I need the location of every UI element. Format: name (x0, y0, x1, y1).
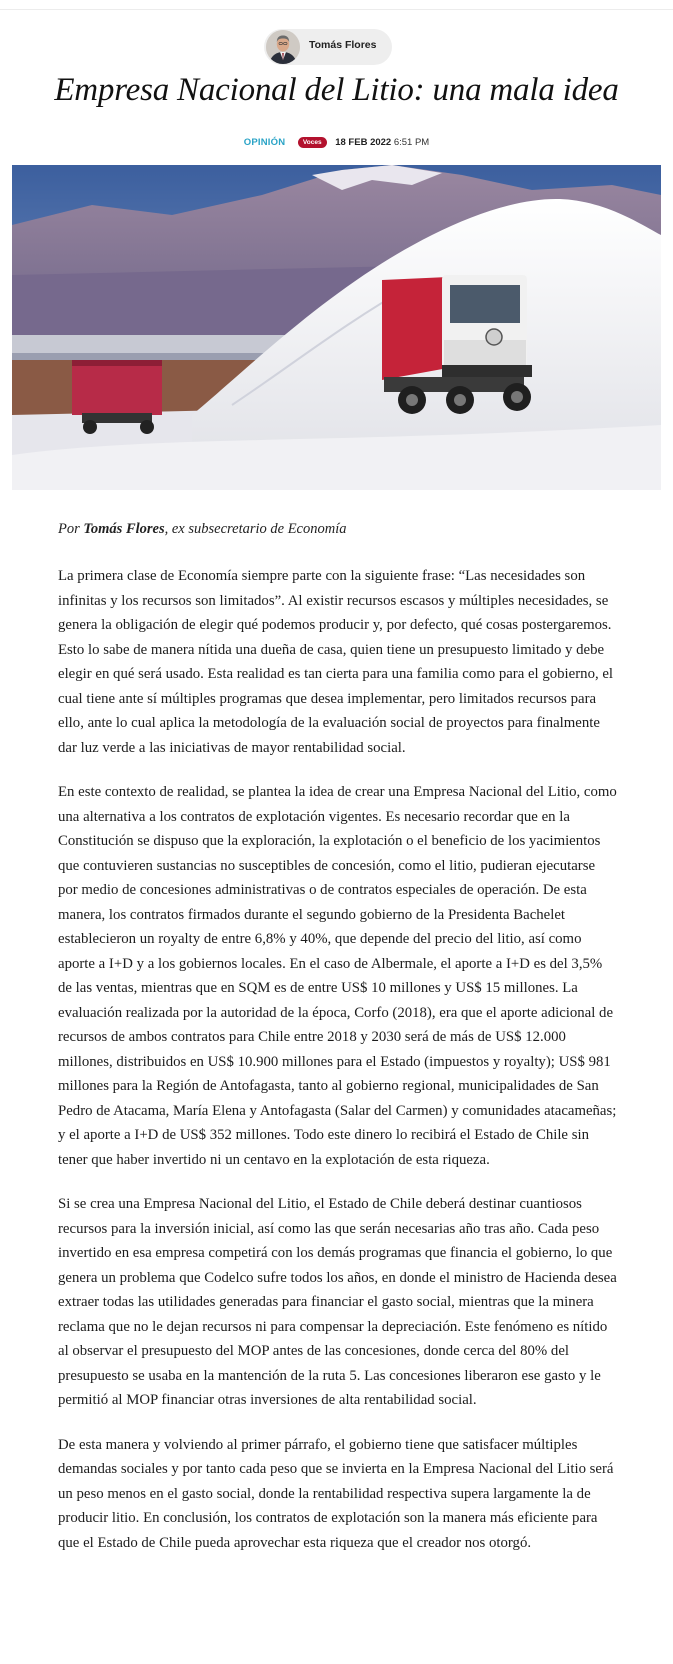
author-chip[interactable] (264, 29, 392, 65)
byline (58, 521, 618, 538)
paragraph: Si se crea una Empresa Nacional del Litio, el Estado de Chile deberá destinar cuantiosos recursos para la inversión inicial, así como las que serán necesarias año tras año. Cada peso invertido en esa empresa competirá con los demás programas que financia el gobierno, lo que genera un problema que Codelco sufre todos los años, en donde el ministro de Hacienda desea extraer todas las utilidades generadas para financiar el gasto social, mientras que la minera reclama que no le dejan recursos ni para compensar la depreciación. Este fenómeno es nítido al observar el presupuesto del MOP antes de las concesiones, donde cerca del 80% del presupuesto se usaba en la mantención de la ruta 5. Las concesiones liberaron ese gasto y le permitió al MOP financiar otras inversiones de alta rentabilidad social. (58, 1196, 617, 1408)
author-name[interactable]: Tomás Flores (309, 39, 377, 51)
author-avatar (266, 30, 300, 64)
paragraph: En este contexto de realidad, se plantea la idea de crear una Empresa Nacional del Litio, como una alternativa a los contratos de explotación vigentes. Es necesario recordar que en la Constitución se dispuso que la exploración, la explotación o el beneficio de los yacimientos que contuvieren sustancias no susceptibles de concesión, como el litio, pudieran ejecutarse por medio de concesiones administrativas o de contratos especiales de operación. De esta manera, los contratos firmados durante el segundo gobierno de la Presidenta Bachelet establecieron un royalty de entre 6,8% y 40%, que depende del precio del litio, así como aporte a I+D y a los gobiernos locales. En el caso de Albermale, el aporte a I+D es del 3,5% de las ventas, mientras que en SQM es de entre US$ 10 millones y US$ 15 millones. La evaluación realizada por la autoridad de la época, Corfo (2018), era que el aporte adicional de recursos de ambos contratos para Chile entre 2018 y 2030 será de más de US$ 12.000 millones, distribuidos en US$ 10.900 millones para el Estado (impuestos y royalty); US$ 981 millones para la Región de Antofagasta, tanto al gobierno regional, municipalidades de San Pedro de Atacama, María Elena y Antofagasta (Salar del Carmen) y comunidades atacameñas; y el aporte a I+D de US$ 352 millones. Todo este dinero lo recibirá el Estado de Chile sin tener que haber invertido ni un centavo en la explotación de esta riqueza. (58, 784, 617, 1168)
voces-tag[interactable]: Voces (298, 137, 327, 148)
article-body (58, 564, 618, 1575)
paragraph: De esta manera y volviendo al primer párrafo, el gobierno tiene que satisfacer múltiples demandas sociales y por tanto cada peso que se invierta en la Empresa Nacional del Litio será un peso menos en el gasto social, donde la rentabilidad respectiva supera largamente la de producir litio. En conclusión, los contratos de explotación son la manera más eficiente para que el Estado de Chile pueda aprovechar esta riqueza que el creador nos otorgó. (58, 1436, 614, 1551)
hero-image (12, 165, 661, 490)
publish-time: 6:51 PM (393, 137, 430, 148)
top-divider (0, 9, 673, 10)
byline-prefix: Por (58, 521, 80, 537)
publish-date: 18 FEB 2022 (335, 137, 392, 148)
paragraph: La primera clase de Economía siempre parte con la siguiente frase: “Las necesidades son infinitas y los recursos son limitados”. Al existir recursos escasos y múltiples necesidades, se genera la obligación de elegir qué podemos producir y, por defecto, qué cosas postergaremos. Esto lo sabe de manera nítida una dueña de casa, quien tiene un presupuesto limitado y debe elegir en qué será usado. Esta realidad es tan cierta para una familia como para el gobierno, el cual tiene ante sí múltiples programas que desea implementar, pero limitados recursos para ello, ante lo cual aplica la metodología de la evaluación social de proyectos para finalmente dar luz verde a las iniciativas de mayor rentabilidad social. (58, 568, 614, 756)
section-link[interactable]: OPINIÓN (243, 137, 286, 148)
article-meta (0, 137, 673, 148)
byline-role: , ex subsecretario de Economía (164, 521, 347, 537)
article-title: Empresa Nacional del Litio: una mala idea (54, 72, 619, 108)
byline-author: Tomás Flores (83, 521, 165, 537)
